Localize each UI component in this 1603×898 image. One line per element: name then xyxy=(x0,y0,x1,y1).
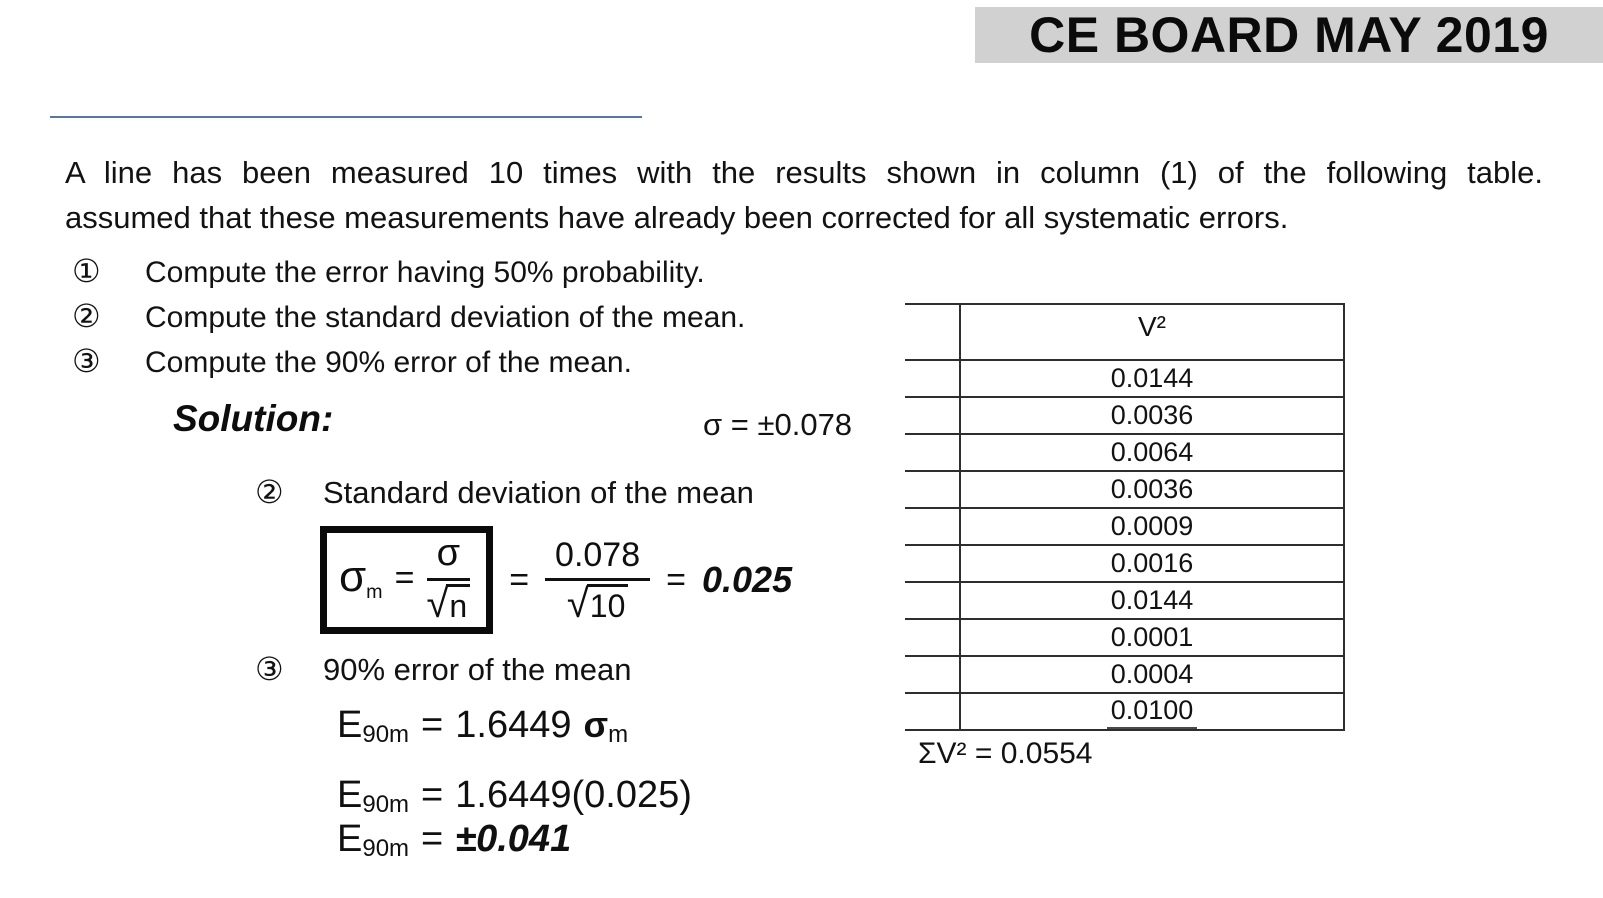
question-1-text: Compute the error having 50% probability. xyxy=(145,256,705,289)
sigma-value: σ = ±0.078 xyxy=(703,407,853,442)
question-1 xyxy=(72,252,705,290)
solution-part3-title-row xyxy=(255,650,631,688)
table-header-v2: V² xyxy=(1138,311,1166,342)
equals-sign: = xyxy=(509,560,530,599)
table-row xyxy=(905,398,1343,435)
equals-sign: = xyxy=(421,818,444,860)
solution-part2-title-row xyxy=(255,473,754,511)
problem-paragraph xyxy=(65,150,1543,240)
question-2-text: Compute the standard deviation of the mean. xyxy=(145,301,746,334)
fraction-numerator: σ xyxy=(427,532,470,581)
table-cell-value: 0.0001 xyxy=(1110,622,1194,652)
formula-lhs xyxy=(339,552,383,604)
table-cell-empty xyxy=(905,583,961,618)
sigma-symbol: σ xyxy=(583,704,609,745)
table-row xyxy=(905,509,1343,546)
e-symbol: E xyxy=(337,774,363,816)
question-3 xyxy=(72,342,632,380)
radicand-n: n xyxy=(446,584,470,625)
part3-title: 90% error of the mean xyxy=(323,652,632,687)
e-symbol: E xyxy=(337,704,363,746)
part3-marker: ③ xyxy=(255,651,284,687)
table-row xyxy=(905,361,1343,398)
equals-sign: = xyxy=(666,560,686,599)
table-row xyxy=(905,546,1343,583)
last-value-underlined: 0.0100 xyxy=(1107,695,1198,729)
table-row xyxy=(905,583,1343,620)
table-row xyxy=(905,472,1343,509)
e-subscript: 90m xyxy=(362,720,410,748)
problem-line-1: A line has been measured 10 times with the results shown in column (1) of the following table. xyxy=(65,155,1543,190)
e90m-lhs xyxy=(337,774,409,819)
sigma-m-term xyxy=(583,704,628,749)
table-cell-empty xyxy=(905,694,961,729)
sigma-subscript: m xyxy=(366,580,383,603)
fraction-numerator: 0.078 xyxy=(545,536,650,581)
coefficient: 1.6449 xyxy=(455,704,572,746)
question-3-text: Compute the 90% error of the mean. xyxy=(145,346,632,379)
question-1-marker: ① xyxy=(72,253,101,289)
equals-sign: = xyxy=(421,774,444,816)
radicand-10: 10 xyxy=(587,584,629,625)
table-cell-value: 0.0144 xyxy=(1110,585,1194,615)
table-cell-value: 0.0144 xyxy=(1110,363,1194,393)
e-subscript: 90m xyxy=(362,790,410,818)
equals-sign: = xyxy=(421,704,444,746)
table-cell-value: 0.0016 xyxy=(1110,548,1194,578)
equals-sign: = xyxy=(394,558,415,597)
fraction-denominator xyxy=(426,581,470,625)
part2-title: Standard deviation of the mean xyxy=(323,475,754,510)
part2-marker: ② xyxy=(255,474,284,510)
v-squared-table xyxy=(905,303,1345,731)
table-row xyxy=(905,694,1343,731)
e90m-final-result: ±0.041 xyxy=(455,818,572,860)
table-cell-value: 0.0009 xyxy=(1110,511,1194,541)
problem-line-2: assumed that these measurements have already been corrected for all systematic errors. xyxy=(65,200,1289,235)
table-cell-empty xyxy=(905,657,961,692)
e90m-equation-1 xyxy=(337,704,628,749)
sigma-symbol: σ xyxy=(339,552,367,602)
question-2-marker: ② xyxy=(72,298,101,334)
boxed-formula xyxy=(320,526,493,634)
board-exam-title: CE BOARD MAY 2019 xyxy=(1029,7,1549,63)
e90m-lhs xyxy=(337,704,409,749)
table-row xyxy=(905,657,1343,694)
table-row xyxy=(905,435,1343,472)
radical-sign: √ xyxy=(426,581,449,626)
e90m-equation-2 xyxy=(337,774,692,819)
table-cell-value: 0.0064 xyxy=(1110,437,1194,467)
sum-v-squared: ΣV² = 0.0554 xyxy=(918,737,1093,770)
fraction-denominator xyxy=(567,581,629,625)
table-cell-empty xyxy=(905,546,961,581)
question-2 xyxy=(72,297,745,335)
e90m-equation-3 xyxy=(337,818,571,863)
table-cell-empty xyxy=(905,361,961,396)
table-cell-empty xyxy=(905,509,961,544)
sigma-subscript: m xyxy=(608,720,629,748)
substituted-value: 1.6449(0.025) xyxy=(455,774,692,816)
sigma-mean-formula xyxy=(320,510,792,650)
table-row xyxy=(905,620,1343,657)
divider-line xyxy=(50,116,642,118)
table-header-row xyxy=(905,305,1343,361)
board-exam-badge xyxy=(975,7,1603,63)
question-3-marker: ③ xyxy=(72,343,101,379)
table-cell-empty xyxy=(905,435,961,470)
e-symbol: E xyxy=(337,818,363,860)
table-cell-value: 0.0036 xyxy=(1110,474,1194,504)
table-cell-empty xyxy=(905,398,961,433)
table-cell-value: 0.0004 xyxy=(1110,659,1194,689)
table-cell-value: 0.0036 xyxy=(1110,400,1194,430)
fraction-value-over-sqrt-10 xyxy=(545,536,650,625)
e90m-lhs xyxy=(337,818,409,863)
table-cell-value-underlined xyxy=(961,694,1343,729)
table-cell-empty xyxy=(905,620,961,655)
table-header-col1 xyxy=(905,305,961,359)
table-cell-empty xyxy=(905,472,961,507)
e-subscript: 90m xyxy=(362,834,410,862)
radical-sign: √ xyxy=(566,581,589,626)
solution-heading: Solution: xyxy=(173,398,334,439)
fraction-sigma-over-sqrt-n xyxy=(426,532,470,625)
sigma-mean-result: 0.025 xyxy=(702,559,793,600)
